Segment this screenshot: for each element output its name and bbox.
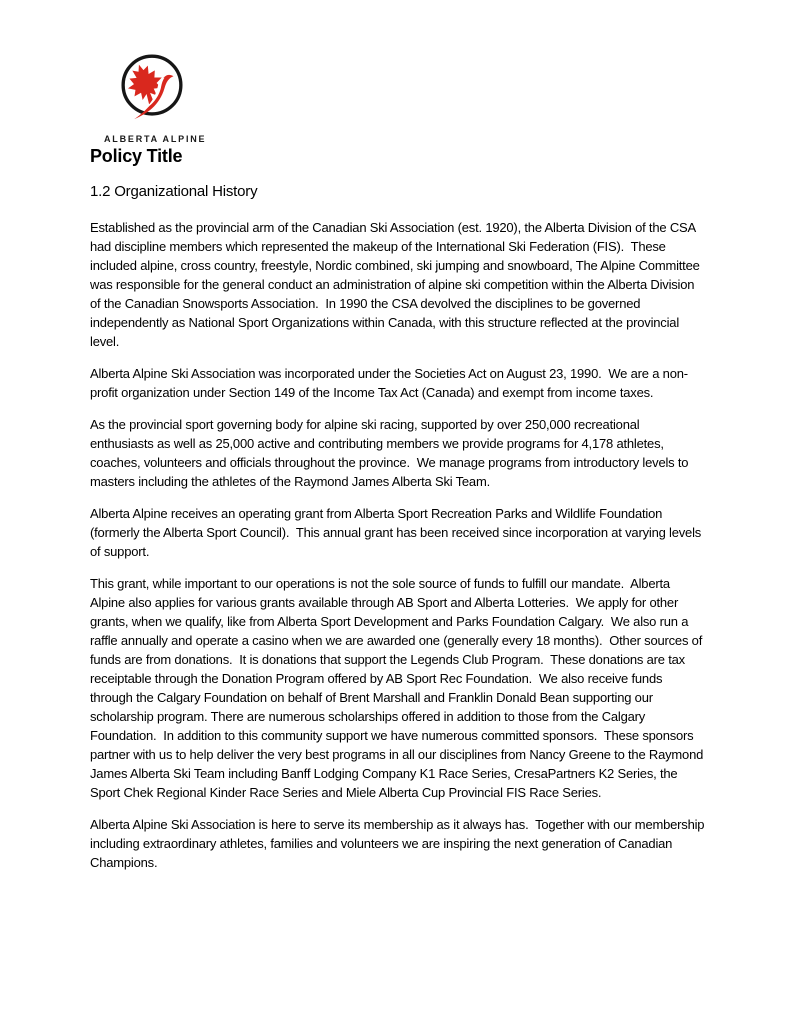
alberta-alpine-logo-icon — [115, 54, 189, 128]
paragraph: Established as the provincial arm of the Canadian Ski Association (est. 1920), the Alberta Division of the CSA had discipline members which represented the makeup of the International Ski Federation (FIS). These included alpine, cross country, freestyle, Nordic combined, ski jumping and snowboard, The Alpine Committee was responsible for the general conduct an administration of alpine ski competition within the Alberta Division of the Canadian Snowsports Association. In 1990 the CSA devolved the disciplines to be governed independently as National Sport Organizations within Canada, with this structure reflected at the provincial level. — [90, 220, 704, 349]
document-content — [90, 146, 706, 885]
logo-label: ALBERTA ALPINE — [104, 134, 207, 144]
paragraph: Alberta Alpine Ski Association was incorporated under the Societies Act on August 23, 1990. We are a non-profit organization under Section 149 of the Income Tax Act (Canada) and exempt from income taxes. — [90, 366, 688, 400]
section-heading: 1.2 Organizational History — [90, 183, 258, 200]
page-title: Policy Title — [90, 146, 183, 166]
paragraph: Alberta Alpine receives an operating grant from Alberta Sport Recreation Parks and Wildlife Foundation (formerly the Alberta Sport Council). This annual grant has been received since incorporation at varying levels of support. — [90, 506, 705, 559]
paragraph: This grant, while important to our operations is not the sole source of funds to fulfill our mandate. Alberta Alpine also applies for various grants available through AB Sport and Alberta Lotteries. We apply for other grants, when we qualify, like from Alberta Sport Development and Parks Foundation Calgary. We also run a raffle annually and operate a casino when we are awarded one (generally every 18 months). Other sources of funds are from donations. It is donations that support the Legends Club Program. These donations are tax receiptable through the Donation Program offered by AB Sport Rec Foundation. We also receive funds through the Calgary Foundation on behalf of Brent Marshall and Franklin Donald Bean supporting our scholarship program. There are numerous scholarships offered in addition to those from the Calgary Foundation. In addition to this community support we have numerous committed sponsors. These sponsors partner with us to help deliver the very best programs in all our disciplines from Nancy Greene to the Raymond James Alberta Ski Team including Banff Lodging Company K1 Race Series, CresaPartners K2 Series, the Sport Chek Regional Kinder Race Series and Miele Alberta Cup Provincial FIS Race Series. — [90, 576, 707, 800]
alberta-alpine-logo — [104, 54, 207, 144]
paragraph: Alberta Alpine Ski Association is here to serve its membership as it always has. Together with our membership including extraordinary athletes, families and volunteers we are inspiring the next generation of Canadian Champions. — [90, 817, 708, 870]
paragraph: As the provincial sport governing body for alpine ski racing, supported by over 250,000 recreational enthusiasts as well as 25,000 active and contributing members we provide programs for 4,178 athletes, coaches, volunteers and officials throughout the province. We manage programs from introductory levels to masters including the athletes of the Raymond James Alberta Ski Team. — [90, 417, 692, 489]
